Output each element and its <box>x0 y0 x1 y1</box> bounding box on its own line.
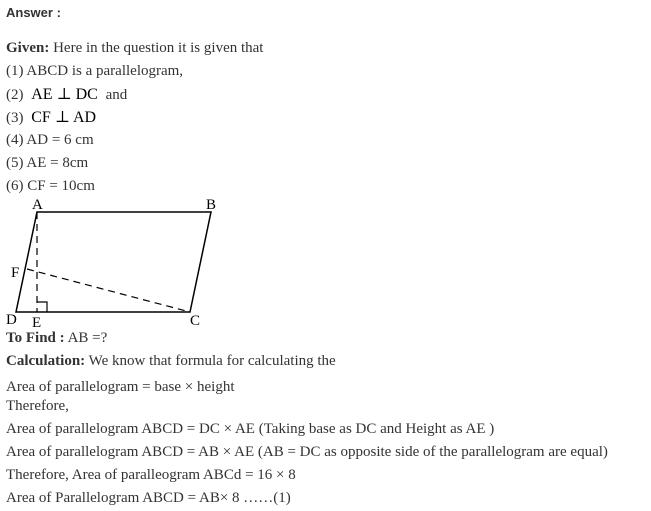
step-5: Therefore, Area of paralleogram ABCd = 16 × 8 <box>6 467 296 483</box>
given-item-2-math: AE ⊥ DC <box>31 86 98 103</box>
calculation-label: Calculation: <box>6 353 86 369</box>
to-find-label: To Find : <box>6 330 65 346</box>
parallelogram-outline <box>16 212 211 312</box>
step-4: Area of parallelogram ABCD = AB × AE (AB = DC as opposite side of the parallelogram are equal) <box>6 444 608 460</box>
given-item-3 <box>6 109 96 127</box>
vertex-label-d: D <box>6 312 17 328</box>
to-find-text: AB =? <box>64 330 108 346</box>
answer-heading: Answer : <box>6 5 61 20</box>
given-item-1-text: ABCD is a parallelogram, <box>23 63 184 79</box>
given-item-3-math: CF ⊥ AD <box>31 109 97 126</box>
given-item-4-number: (4) <box>6 132 24 148</box>
vertex-label-e: E <box>32 315 42 331</box>
vertex-label-f: F <box>11 265 20 281</box>
given-item-5-text: AE = 8cm <box>23 155 89 171</box>
calculation-line <box>6 352 336 370</box>
given-item-5-number: (5) <box>6 155 24 171</box>
vertex-label-b: B <box>206 197 217 213</box>
vertex-label-c: C <box>190 313 201 329</box>
given-item-4-text: AD = 6 cm <box>23 132 94 148</box>
given-item-5 <box>6 154 88 172</box>
step-1: Area of parallelogram = base × height <box>6 379 235 395</box>
given-item-1-number: (1) <box>6 63 24 79</box>
to-find-line <box>6 329 107 347</box>
given-intro: Here in the question it is given that <box>49 40 264 56</box>
given-item-4 <box>6 131 94 149</box>
given-label: Given: <box>6 40 50 56</box>
vertex-label-a: A <box>32 197 43 213</box>
right-angle-marker <box>37 302 47 312</box>
given-item-2 <box>6 86 127 104</box>
given-item-3-number: (3) <box>6 110 24 126</box>
given-item-6 <box>6 177 95 195</box>
given-item-2-number: (2) <box>6 87 24 103</box>
step-2: Therefore, <box>6 398 69 414</box>
calculation-text: We know that formula for calculating the <box>85 353 336 369</box>
step-6: Area of Parallelogram ABCD = AB× 8 ……(1) <box>6 490 291 506</box>
given-item-6-number: (6) <box>6 178 24 194</box>
given-item-2-suffix: and <box>105 87 128 103</box>
altitude-cf <box>27 269 190 312</box>
given-item-1 <box>6 62 183 80</box>
given-item-6-text: CF = 10cm <box>23 178 95 194</box>
parallelogram-diagram <box>0 195 230 335</box>
step-3: Area of parallelogram ABCD = DC × AE (Taking base as DC and Height as AE ) <box>6 421 495 437</box>
parallelogram-figure <box>0 195 230 335</box>
given-line <box>6 39 263 57</box>
